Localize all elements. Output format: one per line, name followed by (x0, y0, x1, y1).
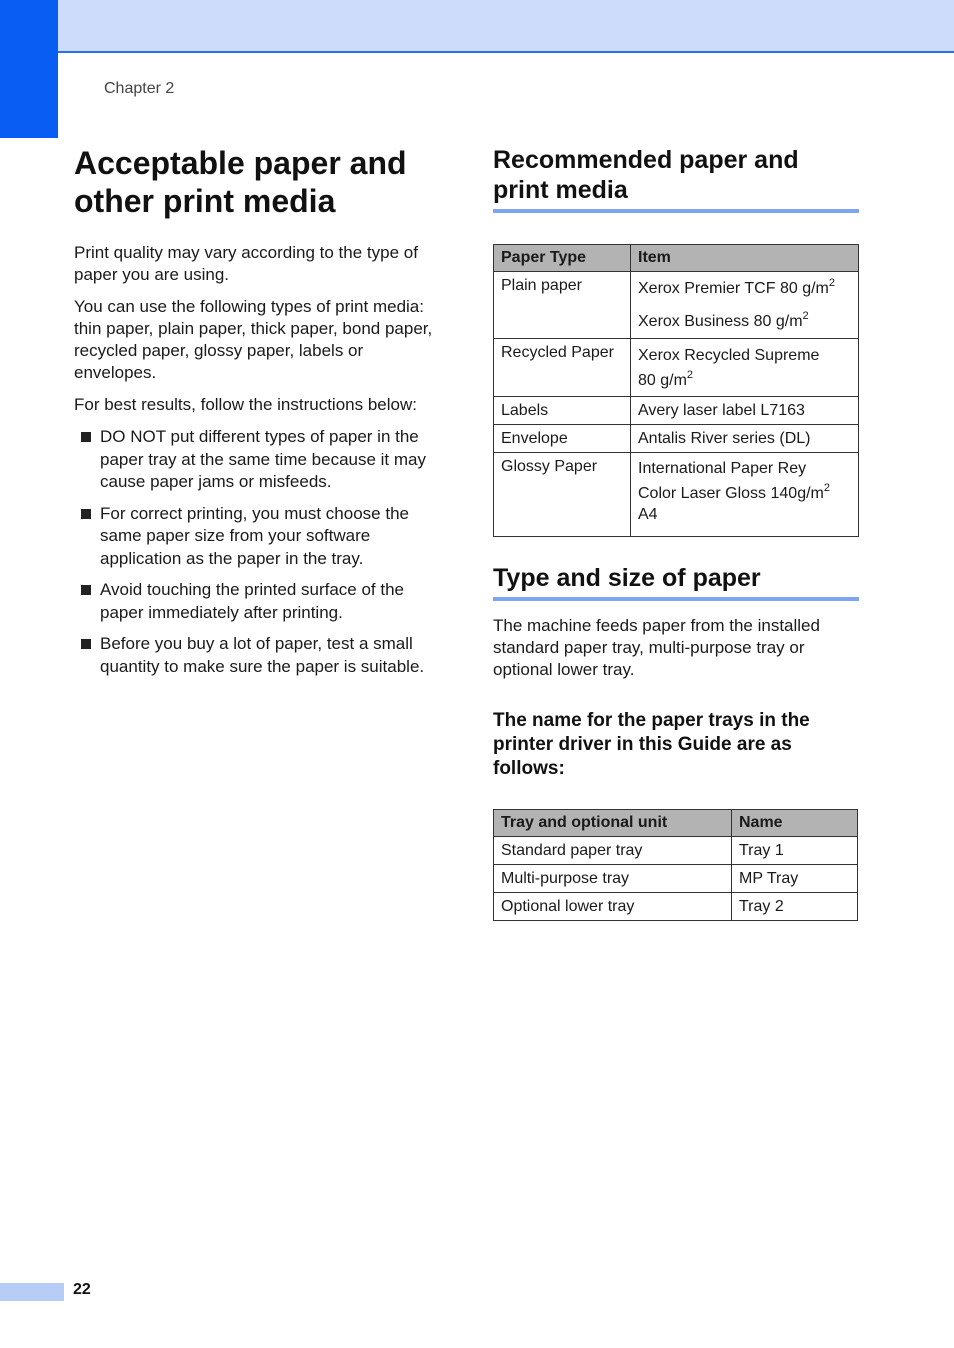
tray-table (493, 809, 858, 921)
page-title: Acceptable paper and other print media (74, 145, 407, 219)
table-header-row (494, 245, 859, 272)
list-item (74, 633, 446, 678)
name-cell: Tray 2 (732, 893, 858, 921)
col-header-name: Name (732, 810, 858, 837)
item-text: 80 g/m (638, 372, 687, 389)
page-number: 22 (73, 1281, 91, 1298)
col-header-tray: Tray and optional unit (494, 810, 732, 837)
bullet-square-icon (81, 639, 91, 649)
bullet-square-icon (81, 585, 91, 595)
tray-cell: Optional lower tray (494, 893, 732, 921)
list-item (74, 579, 446, 624)
table-row (494, 837, 858, 865)
superscript: 2 (823, 482, 830, 494)
table-header-row (494, 810, 858, 837)
item-cell: Avery laser label L7163 (631, 397, 859, 425)
list-item (74, 426, 446, 494)
list-item-text: DO NOT put different types of paper in the paper tray at the same time because it may cause paper jams or misfeeds. (100, 427, 426, 491)
paper-type-cell: Labels (494, 397, 631, 425)
instruction-list (74, 426, 446, 678)
item-cell (631, 339, 859, 397)
item-cell (631, 272, 859, 339)
item-text: A4 (638, 506, 658, 523)
table-row (494, 425, 859, 453)
item-text: Xerox Business 80 g/m (638, 313, 803, 330)
item-cell (631, 453, 859, 537)
tray-names-heading: The name for the paper trays in the printer driver in this Guide are as follows: (493, 710, 810, 779)
item-text: Xerox Premier TCF 80 g/m (638, 280, 829, 297)
right-column (493, 144, 859, 921)
name-cell: MP Tray (732, 865, 858, 893)
paper-type-cell: Glossy Paper (494, 453, 631, 537)
item-text: Xerox Recycled Supreme (638, 347, 820, 364)
superscript: 2 (802, 310, 809, 322)
type-size-paragraph: The machine feeds paper from the installed standard paper tray, multi-purpose tray or optional lower tray. (493, 616, 820, 679)
type-size-heading: Type and size of paper (493, 563, 859, 601)
col-header-item: Item (631, 245, 859, 272)
superscript: 2 (828, 277, 835, 289)
col-header-paper-type: Paper Type (494, 245, 631, 272)
header-band (0, 0, 954, 53)
name-cell: Tray 1 (732, 837, 858, 865)
instructions-paragraph: For best results, follow the instructions below: (74, 395, 417, 414)
item-text: Color Laser Gloss 140g/m (638, 485, 824, 502)
table-row (494, 339, 859, 397)
bullet-square-icon (81, 432, 91, 442)
table-row (494, 893, 858, 921)
table-row (494, 272, 859, 339)
list-item (74, 503, 446, 571)
intro-paragraph: Print quality may vary according to the type of paper you are using. (74, 243, 418, 284)
list-item-text: For correct printing, you must choose the same paper size from your software application as the paper in the tray. (100, 503, 409, 568)
item-cell: Antalis River series (DL) (631, 425, 859, 453)
left-column (74, 144, 446, 687)
bullet-square-icon (81, 509, 91, 519)
chapter-label: Chapter 2 (104, 80, 175, 97)
paper-type-cell: Recycled Paper (494, 339, 631, 397)
tray-cell: Standard paper tray (494, 837, 732, 865)
item-text: International Paper Rey (638, 460, 807, 477)
list-item-text: Avoid touching the printed surface of the paper immediately after printing. (100, 580, 404, 622)
paper-table (493, 244, 859, 537)
paper-type-cell: Plain paper (494, 272, 631, 339)
table-row (494, 865, 858, 893)
page-number-bar (0, 1283, 64, 1301)
recommended-heading: Recommended paper and print media (493, 145, 859, 213)
list-item-text: Before you buy a lot of paper, test a small quantity to make sure the paper is suitable. (100, 634, 425, 676)
media-paragraph: You can use the following types of print media: thin paper, plain paper, thick paper, bond paper, recycled paper, glossy paper, labels or envelopes. (74, 297, 433, 382)
superscript: 2 (686, 369, 694, 381)
paper-type-cell: Envelope (494, 425, 631, 453)
chapter-tab (0, 0, 58, 138)
table-row (494, 453, 859, 537)
table-row (494, 397, 859, 425)
tray-cell: Multi-purpose tray (494, 865, 732, 893)
